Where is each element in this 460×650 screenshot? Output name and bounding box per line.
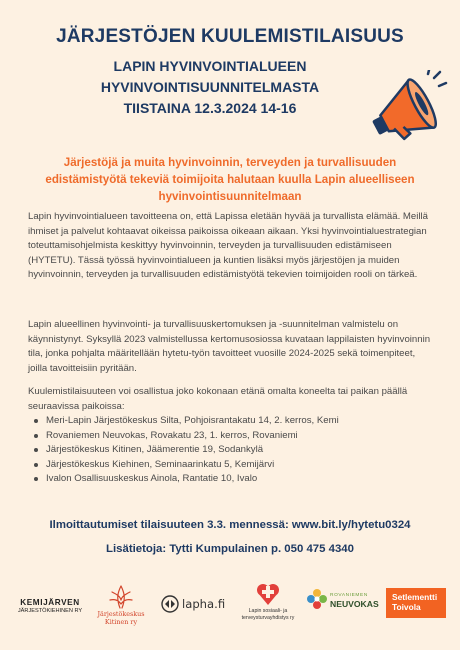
subtitle-line-3: TIISTAINA 12.3.2024 14-16: [123, 100, 297, 116]
kitinen-logo-sub: Kitinen ry: [104, 618, 138, 626]
logo-row: [0, 580, 460, 650]
lapha-logo: [160, 594, 226, 614]
sosiaali-logo-text: Lapin sosiaali- ja terveysturvayhdistys ry: [241, 608, 295, 621]
registration-text[interactable]: Ilmoittautumiset tilaisuuteen 3.3. mennessä: www.bit.ly/hytetu0324: [49, 519, 411, 531]
heart-logo-icon: [255, 582, 281, 606]
list-item: Rovaniemen Neuvokas, Rovakatu 23, 1. kerros, Rovaniemi: [32, 429, 432, 444]
subtitle-line-1: LAPIN HYVINVOINTIALUEEN: [113, 58, 307, 74]
kitinen-logo-name: Järjestökeskus: [97, 610, 145, 618]
kemijarvi-logo-sub: JÄRJESTÖKIEHINEN RY: [17, 608, 83, 614]
main-title: JÄRJESTÖJEN KUULEMISTILAISUUS: [56, 26, 404, 47]
flower-logo-icon: [306, 588, 328, 610]
list-item: Ivalon Osallisuuskeskus Ainola, Rantatie 10, Ivalo: [32, 472, 432, 487]
rovaniemen-neuvokas-logo: [306, 588, 379, 618]
rovaniemen-logo-name: NEUVOKAS: [330, 599, 379, 609]
paragraph-intro: Lapin hyvinvointialueen tavoitteena on, että Lapissa eletään hyvää ja turvallista elämää. Meillä ihmiset ja palvelut kohtaavat oikeissa paikoissa oikeaan aikaan. Yksi hyvinvointialuestrategian toteuttamisohjelmista keskittyy hyvinvoinnin, terveyden ja turvallisuuden edistämiseen (HYTETU). Tässä työssä hyvinvointialueen ja kuntien lisäksi myös järjestöjen ja muiden hyvinvoinnin, terveyden ja turvallisuuden edistämistyötä tekevien toimijoiden rooli on tärkeä.: [28, 211, 428, 281]
paragraph-preparation: Lapin alueellinen hyvinvointi- ja turvallisuuskertomuksen ja -suunnitelman valmistelu on käynnistynyt. Syksyllä 2023 valmistellussa kertomusosiossa kuvataan lappilaisten hyvinvoinnin tila, jonka pohjalta määritellään hytetu-työn tavoitteet vuosille 2024-2025 sekä toimenpiteet, joilla tavoitteisiin pyritään.: [28, 319, 431, 374]
list-item: Järjestökeskus Kitinen, Jäämerentie 19, Sodankylä: [32, 443, 432, 458]
kemijarvi-logo-name: KEMIJÄRVEN: [20, 598, 80, 607]
setlementti-logo-line-1: Setlementti: [392, 592, 438, 602]
contact-text: Lisätietoja: Tytti Kumpulainen p. 050 475 4340: [106, 543, 354, 555]
setlementti-logo: [386, 588, 446, 618]
subtitle-line-2: HYVINVOINTISUUNNITELMASTA: [100, 79, 320, 95]
setlementti-logo-line-2: Toivola: [392, 602, 421, 612]
kitinen-logo-icon: [106, 584, 136, 610]
rovaniemen-logo-top: ROVANIEMEN: [330, 593, 368, 598]
lapha-logo-icon: [160, 594, 180, 614]
sosiaali-logo: [236, 582, 300, 621]
location-list: [32, 414, 432, 487]
kitinen-logo: [92, 584, 150, 626]
kemijarvi-logo: [14, 598, 86, 614]
paragraph-participation: Kuulemistilaisuuteen voi osallistua joko kokonaan etänä omalta koneelta tai paikan päällä seuraavissa paikoissa:: [28, 386, 408, 412]
list-item: Meri-Lapin Järjestökeskus Silta, Pohjoisrantakatu 14, 2. kerros, Kemi: [32, 414, 432, 429]
list-item: Järjestökeskus Kiehinen, Seminaarinkatu 5, Kemijärvi: [32, 458, 432, 473]
lapha-logo-text: lapha.fi: [182, 597, 226, 611]
megaphone-icon: [368, 70, 448, 150]
lead-text: Järjestöjä ja muita hyvinvoinnin, terveyden ja turvallisuuden edistämistyötä tekeviä toimijoita halutaan kuulla Lapin alueelliseen hyvinvointisuunnitelmaan: [45, 156, 415, 203]
